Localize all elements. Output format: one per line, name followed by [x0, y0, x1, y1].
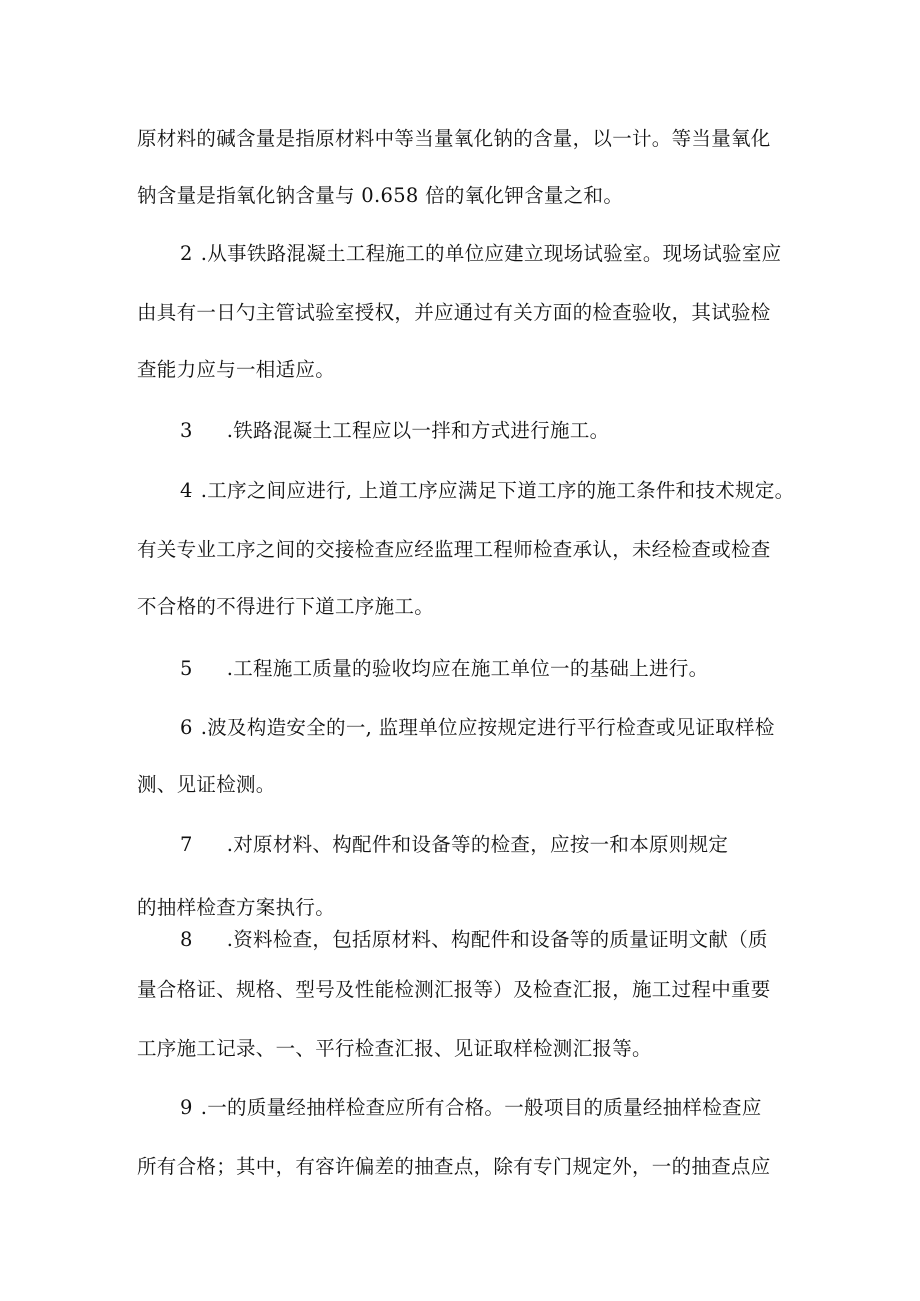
- numbered-item-7: 7 .对原材料、构配件和设备等的检查，应按一和本原则规定: [180, 833, 729, 856]
- text-line: 有关专业工序之间的交接检查应经监理工程师检查承认，未经检查或检查: [137, 538, 771, 561]
- numbered-item-3: 3 .铁路混凝土工程应以一拌和方式进行施工。: [180, 419, 610, 442]
- item-number: 6: [180, 716, 193, 739]
- text-line: 查能力应与一相适应。: [137, 358, 336, 381]
- item-number: 7: [180, 833, 193, 856]
- text-line: 所有合格；其中，有容许偏差的抽查点，除有专门规定外，一的抽查点应: [137, 1155, 771, 1178]
- text-line: 钠含量是指氧化钠含量与 0.658 倍的氧化钾含量之和。: [137, 184, 624, 207]
- item-number: 9: [180, 1096, 193, 1119]
- text-line: 工序施工记录、一、平行检查汇报、见证取样检测汇报等。: [137, 1037, 652, 1060]
- numbered-item-8: 8 .资料检查，包括原材料、构配件和设备等的质量证明文献（质: [180, 928, 768, 951]
- item-number: 8: [180, 928, 193, 951]
- text-line: 由具有一日勺主管试验室授权，并应通过有关方面的检查验收，其试验检: [137, 301, 771, 324]
- item-number: 5: [180, 657, 193, 680]
- text-line: 不合格的不得进行下道工序施工。: [137, 595, 435, 618]
- numbered-item-6: 6 .波及构造安全的一, 监理单位应按规定进行平行检查或见证取样检: [180, 716, 775, 739]
- text-line: 原材料的碱含量是指原材料中等当量氧化钠的含量，以一计。等当量氧化: [137, 127, 771, 150]
- item-number: 3: [180, 419, 193, 442]
- item-number: 4: [180, 479, 193, 502]
- numbered-item-9: 9 .一的质量经抽样检查应所有合格。一般项目的质量经抽样检查应: [180, 1096, 762, 1119]
- numbered-item-4: 4 .工序之间应进行, 上道工序应满足下道工序的施工条件和技术规定。: [180, 479, 795, 502]
- item-number: 2: [180, 242, 193, 265]
- text-line: 量合格证、规格、型号及性能检测汇报等）及检查汇报，施工过程中重要: [137, 978, 771, 1001]
- text-line: 的抽样检查方案执行。: [137, 896, 336, 919]
- numbered-item-2: 2 .从事铁路混凝土工程施工的单位应建立现场试验室。现场试验室应: [180, 242, 782, 265]
- numbered-item-5: 5 .工程施工质量的验收均应在施工单位一的基础上进行。: [180, 657, 709, 680]
- text-line: 测、见证检测。: [137, 773, 276, 796]
